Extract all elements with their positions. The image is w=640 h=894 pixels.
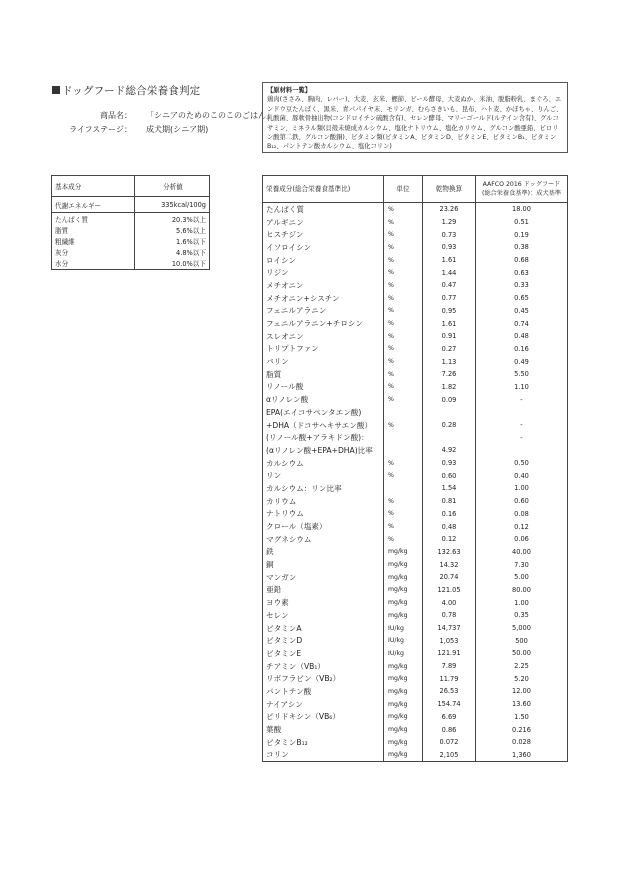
nutrient-unit-cell: mg/kg (384, 711, 423, 724)
nutrient-standard-cell: 1.10 (514, 382, 529, 391)
nutrient-dry-cell: 0.95 (423, 305, 476, 318)
nutrient-row (263, 520, 568, 533)
nutrient-standard-cell: 5.50 (514, 370, 529, 379)
nutrient-name-cell: +DHA（ドコサヘキサエン酸） (263, 419, 384, 432)
nutrient-unit-cell: % (384, 203, 423, 216)
nutrient-row (263, 431, 568, 444)
nutrient-row (263, 355, 568, 368)
basic-components-table (51, 175, 210, 270)
nutrient-name-cell: アルギニン (263, 216, 384, 229)
basic-row (52, 213, 210, 225)
nutrient-standard-cell: 0.028 (512, 738, 531, 747)
nutrient-standard-cell: 0.63 (514, 268, 529, 277)
basic-name-cell: たんぱく質 (55, 215, 88, 224)
nutrient-name-cell: 亜鉛 (263, 584, 384, 597)
nutrient-name-cell: ロイシン (263, 254, 384, 267)
nutrient-dry-cell: 1.13 (423, 355, 476, 368)
nutrient-row (263, 723, 568, 736)
nutrient-name-cell: リノール酸 (263, 381, 384, 394)
nutrient-dry-cell: 0.86 (423, 723, 476, 736)
nutrient-name-cell: ヨウ素 (263, 596, 384, 609)
nutrient-dry-cell: 0.27 (423, 343, 476, 356)
nutrient-dry-cell: 1,053 (423, 634, 476, 647)
nutrient-unit-cell: mg/kg (384, 584, 423, 597)
nutrient-row (263, 596, 568, 609)
nutrient-dry-cell: 0.28 (423, 419, 476, 432)
nutrient-unit-cell: % (384, 533, 423, 546)
nutrient-dry-cell: 2,105 (423, 749, 476, 762)
nutrient-row (263, 558, 568, 571)
nutrient-unit-cell: % (384, 393, 423, 406)
nutrient-standard-cell: 0.60 (514, 497, 529, 506)
nutrient-row (263, 368, 568, 381)
nutrient-row (263, 419, 568, 432)
nutrient-unit-cell: % (384, 241, 423, 254)
nutrient-dry-cell: 132.63 (423, 546, 476, 559)
nutrient-unit-cell: % (384, 317, 423, 330)
nutrient-row (263, 546, 568, 559)
nutrient-row (263, 457, 568, 470)
nutrient-header-dry: 乾物換算 (423, 176, 476, 203)
nutrient-unit-cell: mg/kg (384, 672, 423, 685)
nutrient-standard-cell: - (520, 395, 523, 404)
nutrient-standard-cell: 5.20 (514, 674, 529, 683)
nutrient-standard-cell: 40.00 (512, 547, 531, 556)
nutrient-name-cell: ヒスチジン (263, 228, 384, 241)
nutrient-standard-cell (476, 444, 568, 457)
basic-value-cell: 335kcal/100g (135, 197, 210, 213)
nutrient-standard-cell: 0.74 (514, 319, 529, 328)
basic-value-cell: 10.0%以下 (135, 258, 210, 270)
nutrient-name-cell: セレン (263, 609, 384, 622)
nutrient-row (263, 647, 568, 660)
nutrient-dry-cell: 1.44 (423, 266, 476, 279)
nutrient-dry-cell: 0.93 (423, 457, 476, 470)
basic-row (52, 235, 210, 246)
nutrient-dry-cell: 0.60 (423, 469, 476, 482)
nutrient-unit-cell: IU/kg (384, 622, 423, 635)
nutrient-name-cell: リジン (263, 266, 384, 279)
nutrient-unit-cell: mg/kg (384, 558, 423, 571)
nutrient-standard-cell: 0.12 (514, 522, 529, 531)
nutrient-row (263, 292, 568, 305)
nutrient-dry-cell: 0.77 (423, 292, 476, 305)
page-title (52, 83, 200, 98)
nutrient-dry-cell: 1.61 (423, 254, 476, 267)
nutrient-name-cell: メチオニン+シスチン (263, 292, 384, 305)
basic-row (52, 247, 210, 258)
nutrient-row (263, 228, 568, 241)
nutrient-standard-cell: 0.40 (514, 471, 529, 480)
nutrient-standard-cell: 1.00 (514, 484, 529, 493)
basic-value-cell: 1.6%以下 (135, 235, 210, 246)
nutrient-dry-cell: 121.91 (423, 647, 476, 660)
nutrient-unit-cell: % (384, 228, 423, 241)
basic-name-cell: 粗繊維 (55, 237, 75, 246)
nutrient-unit-cell: % (384, 355, 423, 368)
ingredients-box (262, 82, 568, 153)
nutrient-standard-cell: 0.216 (512, 725, 531, 734)
nutrient-standard-cell: 2.25 (514, 662, 529, 671)
nutrient-name-cell: EPA(エイコサペンタエン酸) (263, 406, 384, 419)
nutrient-standard-cell: 0.19 (514, 230, 529, 239)
nutrient-standard-cell: 0.08 (514, 509, 529, 518)
nutrient-name-cell: ビタミンE (263, 647, 384, 660)
nutrient-name-cell: クロール（塩素） (263, 520, 384, 533)
nutrient-name-cell: 銅 (263, 558, 384, 571)
nutrient-row (263, 495, 568, 508)
nutrient-name-cell: トリプトファン (263, 343, 384, 356)
nutrient-dry-cell: 121.05 (423, 584, 476, 597)
basic-row (52, 197, 210, 213)
nutrient-name-cell: ビタミンD (263, 634, 384, 647)
nutrient-name-cell: 脂質 (263, 368, 384, 381)
nutrient-row (263, 672, 568, 685)
nutrient-standard-cell: 500 (515, 636, 528, 645)
nutrient-unit-cell: % (384, 279, 423, 292)
nutrient-row (263, 216, 568, 229)
nutrient-name-cell: コリン (263, 749, 384, 762)
nutrient-standard-cell: 1,360 (512, 750, 531, 759)
life-stage-row (46, 124, 208, 135)
nutrient-name-cell: ナイアシン (263, 698, 384, 711)
nutrient-dry-cell: 0.16 (423, 508, 476, 521)
nutrient-dry-cell: 0.09 (423, 393, 476, 406)
nutrient-dry-cell: 23.26 (423, 203, 476, 216)
nutrient-standard-cell: 0.33 (514, 281, 529, 290)
nutrient-dry-cell: 11.79 (423, 672, 476, 685)
nutrient-dry-cell: 14.32 (423, 558, 476, 571)
product-name-value: 「シニアのためのこのこのごはん」 (146, 111, 274, 120)
nutrient-name-cell: リボフラビン（VB₂） (263, 672, 384, 685)
nutrient-unit-cell: mg/kg (384, 546, 423, 559)
nutrient-unit-cell: % (384, 381, 423, 394)
nutrient-standard-cell: 0.45 (514, 306, 529, 315)
nutrient-name-cell: マンガン (263, 571, 384, 584)
nutrient-dry-cell: 1.82 (423, 381, 476, 394)
nutrient-unit-cell: mg/kg (384, 660, 423, 673)
product-name-row (46, 110, 274, 121)
product-name-label: 商品名： (100, 111, 132, 120)
basic-name-cell: 脂質 (55, 226, 69, 235)
nutrient-name-cell: カリウム (263, 495, 384, 508)
ingredients-text: 鶏肉(ささみ、胸肉、レバー)、大麦、玄米、鰹節、ビール酵母、大麦ぬか、米油、脱脂粉乳、まぐろ、エンドウ豆たんぱく、黒米、青パパイヤ末、モリンガ、むらさきいも、昆布、ハト麦、かぼちゃ、りんご、乳酸菌、豚軟骨抽出物(コンドロイチン硫酸含有)、セレン酵母、マリーゴールド(ルテイン含有)、グルコサミン、ミネラル類(貝殻未焼成カルシウム、塩化ナトリウム、塩化カリウム、グルコン酸亜鉛、ピロリン酸第二鉄、グルコン酸銅)、ビタミン類(ビタミンA、ビタミンD、ビタミンE、ビタミンB₁、ビタミンB₁₂、パントテン酸カルシウム、塩化コリン) (267, 96, 563, 151)
nutrient-row (263, 685, 568, 698)
nutrient-unit-cell: mg/kg (384, 723, 423, 736)
nutrient-row (263, 279, 568, 292)
nutrient-row (263, 698, 568, 711)
nutrient-header-row (263, 176, 568, 203)
nutrient-name-cell: 鉄 (263, 546, 384, 559)
nutrient-dry-cell: 26.53 (423, 685, 476, 698)
nutrient-dry-cell: 1.61 (423, 317, 476, 330)
nutrient-name-cell: バリン (263, 355, 384, 368)
nutrient-unit-cell: mg/kg (384, 698, 423, 711)
basic-row (52, 258, 210, 270)
nutrient-row (263, 469, 568, 482)
nutrient-unit-cell (384, 406, 423, 419)
nutrient-name-cell: マグネシウム (263, 533, 384, 546)
nutrient-row (263, 660, 568, 673)
nutrient-row (263, 203, 568, 216)
nutrient-row (263, 634, 568, 647)
basic-row (52, 224, 210, 235)
nutrient-name-cell: (リノール酸+アラキドン酸)： (263, 431, 384, 444)
nutrient-standard-cell: 0.50 (514, 459, 529, 468)
nutrient-unit-cell: mg/kg (384, 736, 423, 749)
nutrient-row (263, 444, 568, 457)
nutrient-row (263, 482, 568, 495)
nutrient-unit-cell: IU/kg (384, 634, 423, 647)
basic-header-name: 基本成分 (52, 176, 135, 197)
nutrient-standard-cell: 5,000 (512, 624, 531, 633)
nutrient-name-cell: イソロイシン (263, 241, 384, 254)
nutrient-row (263, 749, 568, 762)
nutrient-standard-cell: 0.49 (514, 357, 529, 366)
nutrient-name-cell: ビタミンA (263, 622, 384, 635)
nutrient-row (263, 584, 568, 597)
nutrient-standard-cell: 7.30 (514, 560, 529, 569)
nutrient-unit-cell (384, 444, 423, 457)
nutrient-standard-cell: 0.06 (514, 535, 529, 544)
nutrient-row (263, 533, 568, 546)
nutrient-dry-cell (423, 406, 476, 419)
nutrient-unit-cell: % (384, 216, 423, 229)
basic-header-row (52, 176, 210, 197)
nutrient-unit-cell: % (384, 330, 423, 343)
basic-value-cell: 4.8%以下 (135, 247, 210, 258)
nutrient-standard-cell (476, 406, 568, 419)
nutrient-dry-cell (423, 431, 476, 444)
nutrient-row (263, 711, 568, 724)
nutrient-header-name: 栄養成分(総合栄養食基準比) (263, 176, 384, 203)
basic-value-cell: 20.3%以上 (135, 213, 210, 225)
nutrient-unit-cell: % (384, 520, 423, 533)
nutrient-name-cell: パントテン酸 (263, 685, 384, 698)
nutrient-unit-cell: % (384, 457, 423, 470)
nutrient-dry-cell: 0.93 (423, 241, 476, 254)
nutrient-dry-cell: 0.47 (423, 279, 476, 292)
nutrient-unit-cell: mg/kg (384, 749, 423, 762)
nutrient-name-cell: フェニルアラニン+チロシン (263, 317, 384, 330)
nutrient-standard-cell: 50.00 (512, 649, 531, 658)
nutrient-dry-cell: 0.91 (423, 330, 476, 343)
nutrient-row (263, 609, 568, 622)
nutrient-name-cell: スレオニン (263, 330, 384, 343)
nutrient-name-cell: αリノレン酸 (263, 393, 384, 406)
nutrient-dry-cell: 4.92 (423, 444, 476, 457)
nutrient-table (262, 175, 568, 762)
nutrient-dry-cell: 4.00 (423, 596, 476, 609)
nutrient-row (263, 381, 568, 394)
basic-name-cell: 代謝エネルギー (52, 197, 135, 213)
nutrient-dry-cell: 6.69 (423, 711, 476, 724)
nutrient-unit-cell: mg/kg (384, 609, 423, 622)
nutrient-standard-cell: 0.38 (514, 243, 529, 252)
nutrient-standard-cell: 1.00 (514, 598, 529, 607)
nutrient-row (263, 305, 568, 318)
nutrient-standard-cell: 18.00 (512, 205, 531, 214)
nutrient-header-unit: 単位 (384, 176, 423, 203)
nutrient-row (263, 393, 568, 406)
nutrient-dry-cell: 0.78 (423, 609, 476, 622)
nutrient-name-cell: リン (263, 469, 384, 482)
nutrient-unit-cell: % (384, 419, 423, 432)
nutrient-dry-cell: 0.81 (423, 495, 476, 508)
nutrient-name-cell: カルシウム (263, 457, 384, 470)
nutrient-name-cell: チアミン（VB₁） (263, 660, 384, 673)
nutrient-name-cell: (αリノレン酸+EPA+DHA)比率 (263, 444, 384, 457)
nutrient-unit-cell (384, 431, 423, 444)
nutrient-unit-cell: IU/kg (384, 647, 423, 660)
nutrient-standard-cell: 80.00 (512, 585, 531, 594)
nutrient-name-cell: カルシウム：リン比率 (263, 482, 384, 495)
nutrient-row (263, 571, 568, 584)
nutrient-unit-cell: % (384, 305, 423, 318)
nutrient-row (263, 266, 568, 279)
nutrient-row (263, 508, 568, 521)
nutrient-unit-cell: % (384, 495, 423, 508)
basic-name-cell: 灰分 (55, 249, 69, 258)
basic-value-cell: 5.6%以上 (135, 224, 210, 235)
page-title-text: ドッグフード総合栄養食判定 (62, 85, 201, 97)
nutrient-name-cell: メチオニン (263, 279, 384, 292)
nutrient-unit-cell: % (384, 343, 423, 356)
nutrient-name-cell: 葉酸 (263, 723, 384, 736)
nutrient-dry-cell: 0.73 (423, 228, 476, 241)
nutrient-standard-cell: 0.65 (514, 294, 529, 303)
nutrient-row (263, 241, 568, 254)
nutrient-row (263, 736, 568, 749)
nutrient-standard-cell: 0.48 (514, 332, 529, 341)
nutrient-standard-cell: - (520, 433, 523, 442)
nutrient-name-cell: フェニルアラニン (263, 305, 384, 318)
life-stage-value: 成犬期(シニア期) (146, 125, 209, 134)
nutrient-dry-cell: 1.54 (423, 482, 476, 495)
nutrient-row (263, 254, 568, 267)
life-stage-label: ライフステージ： (69, 125, 132, 134)
nutrient-unit-cell: mg/kg (384, 571, 423, 584)
nutrient-unit-cell (384, 482, 423, 495)
nutrient-dry-cell: 0.072 (423, 736, 476, 749)
nutrient-standard-cell: 0.51 (514, 218, 529, 227)
nutrient-unit-cell: mg/kg (384, 685, 423, 698)
nutrient-unit-cell: % (384, 469, 423, 482)
nutrient-dry-cell: 154.74 (423, 698, 476, 711)
nutrient-row (263, 622, 568, 635)
nutrient-dry-cell: 1.29 (423, 216, 476, 229)
nutrient-unit-cell: % (384, 254, 423, 267)
nutrient-standard-cell: - (520, 421, 523, 430)
nutrient-name-cell: ビタミンB₁₂ (263, 736, 384, 749)
ingredients-heading: 【原材料一覧】 (267, 87, 312, 94)
nutrient-dry-cell: 0.48 (423, 520, 476, 533)
nutrient-standard-cell: 12.00 (512, 687, 531, 696)
nutrient-row (263, 406, 568, 419)
nutrient-dry-cell: 0.12 (423, 533, 476, 546)
nutrient-standard-cell: 0.68 (514, 256, 529, 265)
nutrient-unit-cell: % (384, 508, 423, 521)
nutrient-standard-cell: 1.50 (514, 712, 529, 721)
nutrient-row (263, 317, 568, 330)
nutrient-standard-cell: 5.00 (514, 573, 529, 582)
nutrient-unit-cell: mg/kg (384, 596, 423, 609)
nutrient-name-cell: たんぱく質 (263, 203, 384, 216)
nutrient-dry-cell: 20.74 (423, 571, 476, 584)
nutrient-standard-cell: 0.35 (514, 611, 529, 620)
basic-name-cell: 水分 (55, 260, 69, 269)
nutrient-unit-cell: % (384, 266, 423, 279)
nutrient-dry-cell: 7.26 (423, 368, 476, 381)
nutrient-name-cell: ピリドキシン（VB₆） (263, 711, 384, 724)
nutrient-name-cell: ナトリウム (263, 508, 384, 521)
nutrient-dry-cell: 7.89 (423, 660, 476, 673)
nutrient-standard-cell: 13.60 (512, 700, 531, 709)
nutrient-unit-cell: % (384, 292, 423, 305)
nutrient-header-standard: AAFCO 2016 ドッグフード (総合栄養食基準)：成犬基準 (476, 176, 568, 203)
nutrient-dry-cell: 14,737 (423, 622, 476, 635)
nutrient-row (263, 330, 568, 343)
nutrient-standard-cell: 0.16 (514, 344, 529, 353)
square-bullet-icon (52, 86, 60, 94)
basic-header-value: 分析値 (135, 176, 210, 197)
nutrient-row (263, 343, 568, 356)
nutrient-unit-cell: % (384, 368, 423, 381)
